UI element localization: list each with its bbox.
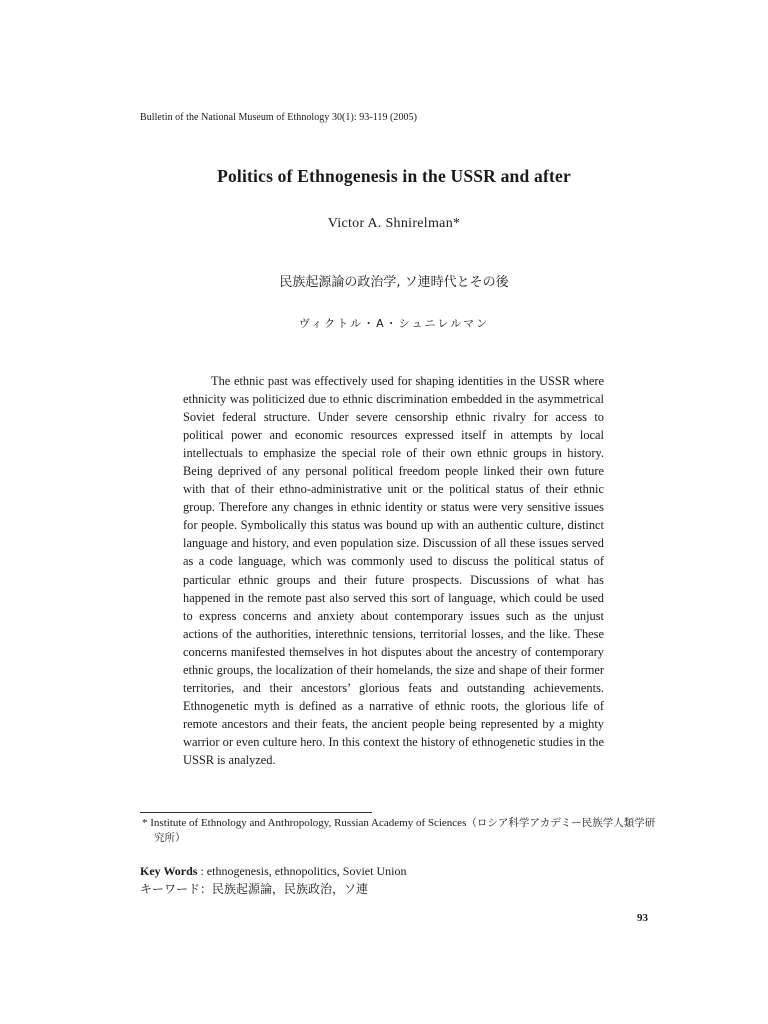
keywords-english [140, 862, 640, 880]
keywords-japanese [140, 880, 640, 898]
footnote-affiliation-english: Institute of Ethnology and Anthropology, Russian Academy of Sciences [150, 817, 467, 829]
keywords-label-japanese: キーワード [140, 882, 201, 896]
keywords-label: Key Words [140, 864, 198, 878]
footnote-divider [140, 812, 372, 813]
author-name: Victor A. Shnirelman* [327, 216, 461, 231]
journal-citation: Bulletin of the National Museum of Ethnology 30(1): 93-119 (2005) [140, 112, 418, 123]
article-title: Politics of Ethnogenesis in the USSR and after [217, 166, 571, 186]
keywords-values: ethnogenesis, ethnopolitics, Soviet Union [206, 864, 407, 878]
keywords-separator-japanese: ： [200, 882, 213, 896]
author-name-japanese: ヴィクトル・A・シュニレルマン [298, 317, 490, 330]
article-title-japanese: 民族起源論の政治学, ソ連時代とその後 [279, 275, 509, 290]
keywords-separator: : [197, 864, 207, 878]
page-number: 93 [637, 912, 648, 924]
keywords-values-japanese: 民族起源論，民族政治，ソ連 [212, 882, 369, 896]
author-affiliation-footnote [142, 816, 664, 846]
abstract: The ethnic past was effectively used for shaping identities in the USSR where ethnicity was politicized due to ethnic discrimination embedded in the asymmetrical Soviet federal structure. Under severe censorship ethnic rivalry for access to political power and economic resources expressed itself in attempts by local intellectuals to emphasize the special role of their own ethnic groups in history. Being deprived of any personal political freedom people linked their own future with that of their ethno-administrative unit or the political status of their ethnic group. Therefore any changes in ethnic identity or status were very sensitive issues for people. Symbolically this status was bound up with an authentic culture, distinct language and history, and even population size. Discussion of all these issues served as a code language, which was commonly used to discuss the political status of particular ethnic groups and their future prospects. Discussions of what has happened in the remote past also served this sort of language, which could be used to express concerns and anxiety about contemporary issues such as the unjust actions of the authorities, interethnic tensions, territorial losses, and the like. These concerns manifested themselves in hot disputes about the ancestry of contemporary ethnic groups, the localization of their homelands, the size and shape of their former territories, and their ancestors’ glorious feats and outstanding achievements. Ethnogenetic myth is defined as a narrative of ethnic roots, the glorious life of remote ancestors and their feats, the ancient people being represented by a mighty warrior or even culture hero. In this context the history of ethnogenetic studies in the USSR is analyzed. [183, 374, 604, 767]
keywords-block [140, 862, 640, 898]
footnote-affiliation-japanese: （ロシア科学アカデミー民族学人類学研究所） [154, 817, 656, 844]
footnote-marker: * [142, 817, 148, 829]
